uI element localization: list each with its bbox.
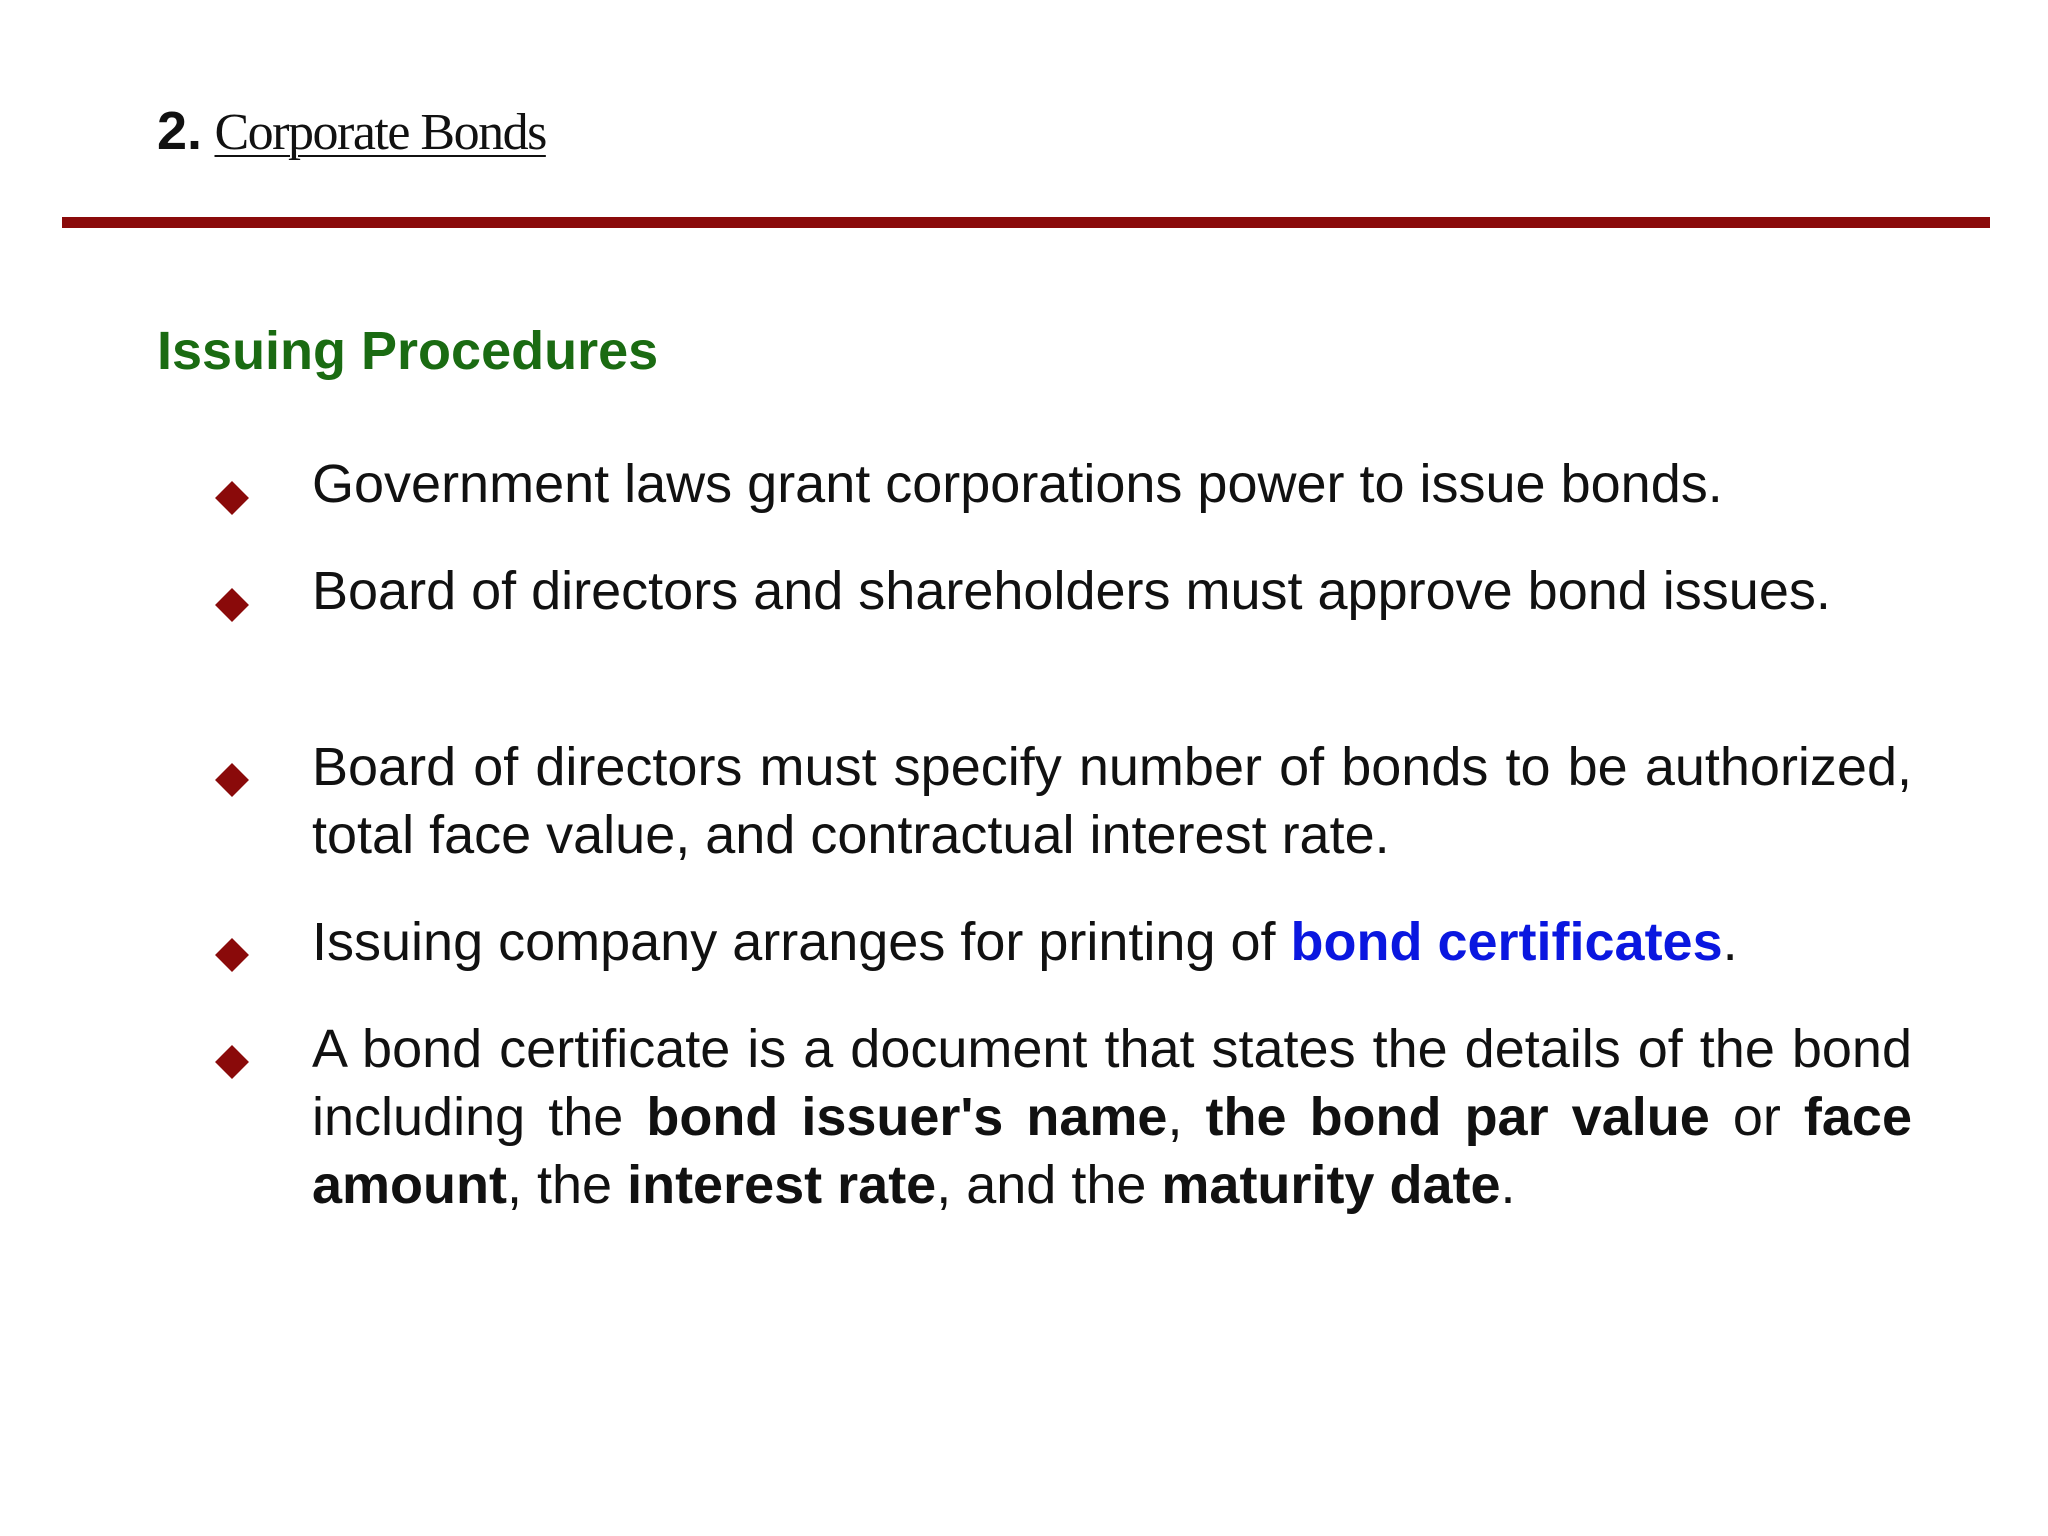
bullet-text [312, 908, 1912, 976]
bold-term: maturity date [1161, 1155, 1501, 1215]
bullet-text: Board of directors and shareholders must approve bond issues. [312, 561, 1831, 621]
bold-term: interest rate [627, 1155, 937, 1215]
bullet-text-plain: , and the [936, 1155, 1162, 1215]
title-text: Corporate Bonds [214, 104, 546, 161]
diamond-bullet-icon [215, 1045, 249, 1079]
diamond-bullet-icon [215, 938, 249, 972]
diamond-bullet-icon [215, 588, 249, 622]
bold-term: the bond par value [1205, 1087, 1710, 1147]
diamond-bullet-icon [215, 481, 249, 515]
bullet-text-plain: , the [507, 1155, 628, 1215]
bold-term: bond issuer's name [646, 1087, 1168, 1147]
bullet-text-plain: or [1709, 1087, 1804, 1147]
bold-term: face amount [312, 1087, 1912, 1215]
bullet-text: Board of directors must specify number of bonds to be authorized, total face value, and contractual interest rate. [312, 737, 1912, 865]
bullet-text: Government laws grant corporations power to issue bonds. [312, 454, 1723, 514]
bullet-text-plain: Issuing company arranges for printing of [312, 912, 1291, 972]
bond-certificates-term: bond certificates [1290, 912, 1723, 972]
slide-title [157, 100, 546, 162]
bullet-text-plain: A bond certificate is a document that states the details of the bond including the [312, 1019, 1912, 1147]
title-divider [62, 217, 1990, 228]
section-heading: Issuing Procedures [157, 321, 659, 381]
bullet-text-plain: . [1722, 912, 1738, 972]
title-number: 2. [157, 101, 203, 161]
bullet-text [312, 1015, 1912, 1219]
diamond-bullet-icon [215, 763, 249, 797]
bullet-text-plain: . [1500, 1155, 1516, 1215]
bullet-text-plain: , [1167, 1087, 1206, 1147]
